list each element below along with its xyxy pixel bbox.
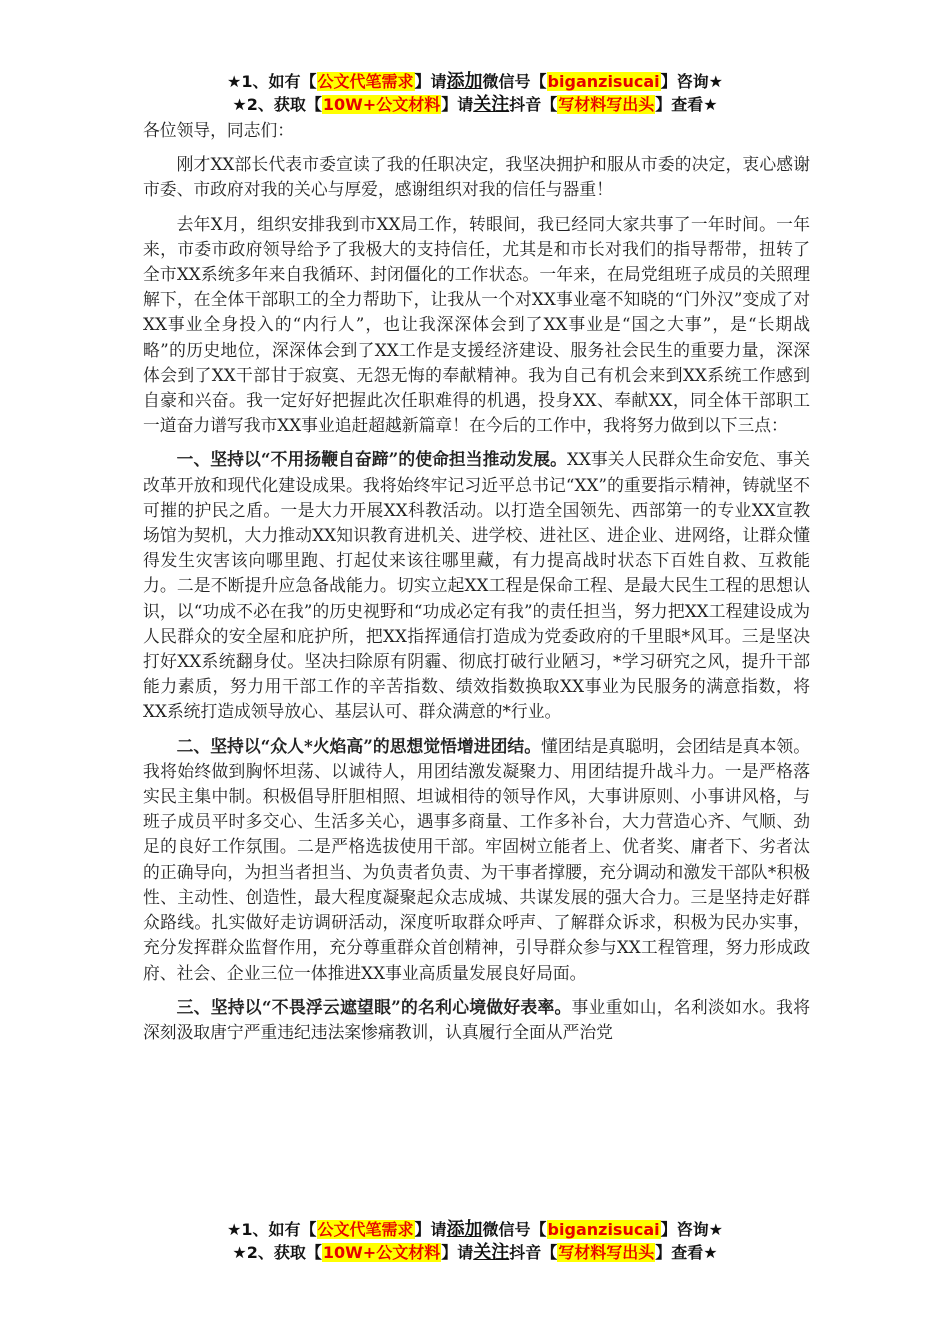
section-3-body: 事业重如山，名利淡如水。我将深刻汲取唐宁严重违纪违法案惨痛教训，认真履行全面从严治党 — [143, 996, 810, 1042]
banner-text: 】请 — [441, 1243, 474, 1262]
highlight-materials: 10W+公文材料 — [322, 95, 441, 114]
banner-emphasis: 添加 — [446, 71, 483, 92]
highlight-materials: 10W+公文材料 — [322, 1243, 441, 1262]
banner-text: ★2、获取【 — [232, 1243, 322, 1262]
section-1-heading: 一、坚持以“不用扬鞭自奋蹄”的使命担当推动发展。 — [176, 449, 567, 470]
banner-emphasis: 关注 — [473, 1242, 510, 1263]
header-banner — [0, 70, 950, 116]
highlight-service: 公文代笔需求 — [317, 72, 414, 91]
highlight-wechat-id: biganzisucai — [547, 72, 660, 91]
banner-text: ★1、如有【 — [227, 1220, 317, 1239]
footer-banner — [0, 1218, 950, 1264]
section-1 — [143, 447, 810, 724]
banner-text: 】请 — [441, 95, 474, 114]
salutation: 各位领导，同志们： — [143, 120, 295, 140]
banner-line-2 — [0, 1241, 950, 1264]
banner-line-2 — [0, 93, 950, 116]
banner-line-1 — [0, 70, 950, 93]
highlight-service: 公文代笔需求 — [317, 1220, 414, 1239]
banner-text: 微信号【 — [482, 1220, 547, 1239]
section-2-heading: 二、坚持以“众人*火焰高”的思想觉悟增进团结。 — [176, 735, 542, 756]
banner-text: 】请 — [414, 1220, 447, 1239]
highlight-wechat-id: biganzisucai — [547, 1220, 660, 1239]
banner-text: 】查看★ — [655, 95, 718, 114]
section-2 — [143, 734, 810, 986]
section-3-heading: 三、坚持以“不畏浮云遮望眼”的名利心境做好表率。 — [176, 996, 572, 1017]
banner-emphasis: 关注 — [473, 94, 510, 115]
banner-text: 】咨询★ — [660, 72, 723, 91]
banner-emphasis: 添加 — [446, 1219, 483, 1240]
banner-text: 微信号【 — [482, 72, 547, 91]
paragraph-opening: 刚才XX部长代表市委宣读了我的任职决定，我坚决拥护和服从市委的决定，衷心感谢市委、市政府对我的关心与厚爱，感谢组织对我的信任与器重！ — [143, 154, 810, 200]
banner-text: 抖音【 — [509, 95, 558, 114]
section-3 — [143, 995, 810, 1045]
banner-text: 抖音【 — [509, 1243, 558, 1262]
document-body — [143, 118, 810, 1054]
section-1-body: XX事关人民群众生命安危、事关改革开放和现代化建设成果。我将始终牢记习近平总书记“XX”的重要指示精神，铸就坚不可摧的护民之盾。一是大力开展XX科教活动。以打造全国领先、西部第一的专业XX宣教场馆为契机，大力推动XX知识教育进机关、进学校、进社区、进企业、进网络，让群众懂得发生灾害该向哪里跑、打起仗来该往哪里藏，有力提高战时状态下百姓自救、互救能力。二是不断提升应急备战能力。切实立起XX工程是保命工程、是最大民生工程的思想认识，以“功成不必在我”的历史视野和“功成必定有我”的责任担当，努力把XX工程建设成为人民群众的安全屋和庇护所，把XX指挥通信打造成为党委政府的千里眼*风耳。三是坚决打好XX系统翻身仗。坚决扫除原有阴霾、彻底打破行业陋习，*学习研究之风，提升干部能力素质，努力用干部工作的辛苦指数、绩效指数换取XX事业为民服务的满意指数，将XX系统打造成领导放心、基层认可、群众满意的*行业。 — [143, 449, 810, 722]
banner-text: 】请 — [414, 72, 447, 91]
banner-text: ★2、获取【 — [232, 95, 322, 114]
highlight-douyin-id: 写材料写出头 — [558, 95, 655, 114]
banner-line-1 — [0, 1218, 950, 1241]
banner-text: ★1、如有【 — [227, 72, 317, 91]
banner-text: 】咨询★ — [660, 1220, 723, 1239]
paragraph-review: 去年X月，组织安排我到市XX局工作，转眼间，我已经同大家共事了一年时间。一年来，市委市政府领导给予了我极大的支持信任，尤其是和市长对我们的指导帮带，扭转了全市XX系统多年来自我循环、封闭僵化的工作状态。一年来，在局党组班子成员的关照理解下，在全体干部职工的全力帮助下，让我从一个对XX事业毫不知晓的“门外汉”变成了对XX事业全身投入的“内行人”，也让我深深体会到了XX事业是“国之大事”，是“长期战略”的历史地位，深深体会到了XX工作是支援经济建设、服务社会民生的重要力量，深深体会到了XX干部甘于寂寞、无怨无悔的奉献精神。我为自己有机会来到XX系统工作感到自豪和兴奋。我一定好好把握此次任职难得的机遇，投身XX、奉献XX，同全体干部职工一道奋力谱写我市XX事业追赶超越新篇章！在今后的工作中，我将努力做到以下三点： — [143, 213, 810, 436]
highlight-douyin-id: 写材料写出头 — [558, 1243, 655, 1262]
banner-text: 】查看★ — [655, 1243, 718, 1262]
section-2-body: 懂团结是真聪明，会团结是真本领。我将始终做到胸怀坦荡、以诚待人，用团结激发凝聚力、用团结提升战斗力。一是严格落实民主集中制。积极倡导肝胆相照、坦诚相待的领导作风，大事讲原则、小事讲风格，与班子成员平时多交心、生活多关心，遇事多商量、工作多补台，大力营造心齐、气顺、劲足的良好工作氛围。二是严格选拔使用干部。牢固树立能者上、优者奖、庸者下、劣者汰的正确导向，为担当者担当、为负责者负责、为干事者撑腰，充分调动和激发干部队*积极性、主动性、创造性，最大程度凝聚起众志成城、共谋发展的强大合力。三是坚持走好群众路线。扎实做好走访调研活动，深度听取群众呼声、了解群众诉求，积极为民办实事，充分发挥群众监督作用，充分尊重群众首创精神，引导群众参与XX工程管理，努力形成政府、社会、企业三位一体推进XX事业高质量发展良好局面。 — [143, 735, 810, 983]
